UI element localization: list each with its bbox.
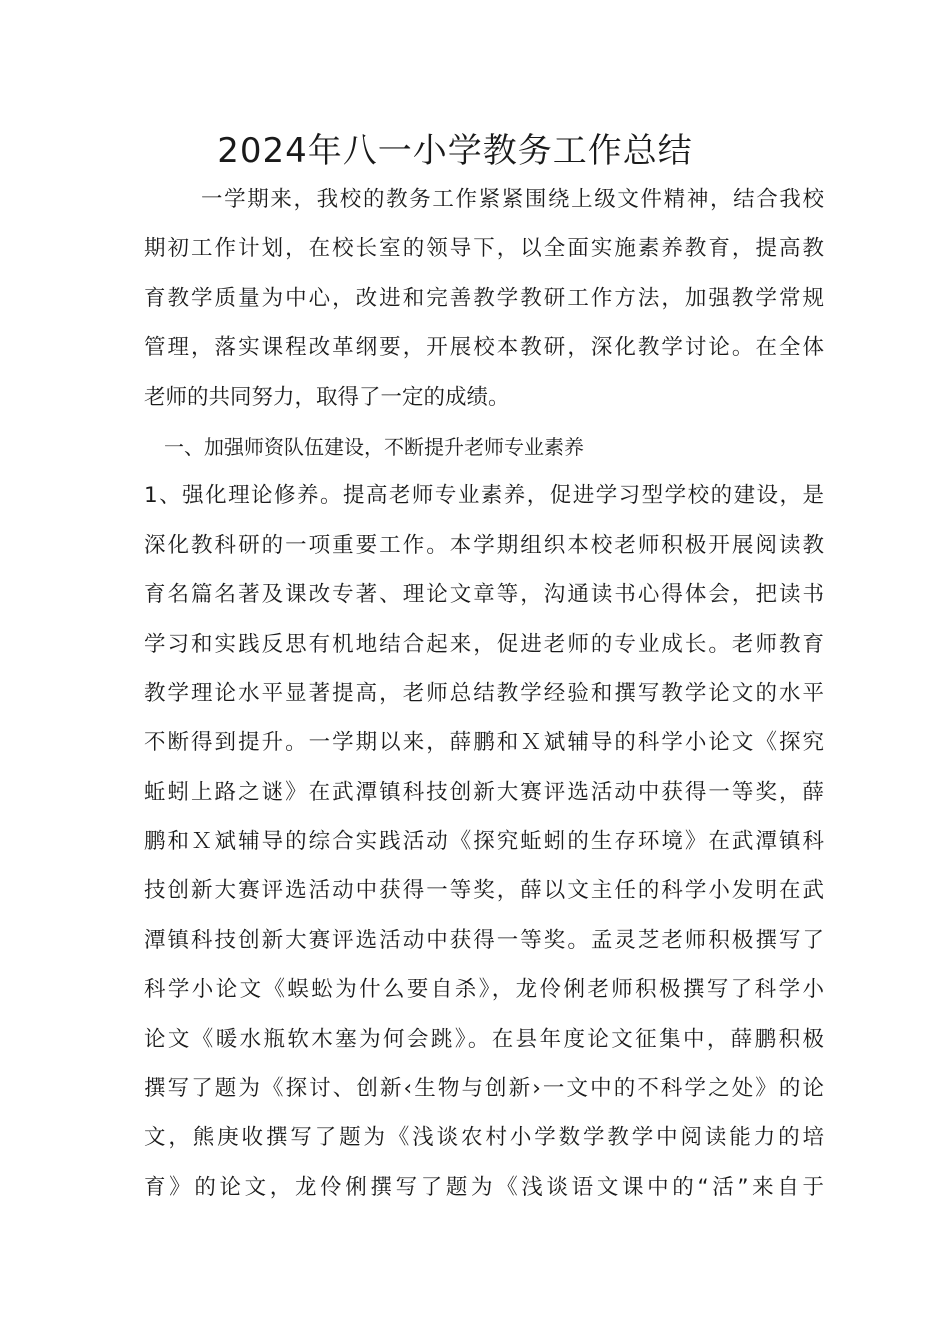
paragraph-line: 文，熊庚收撰写了题为《浅谈农村小学数学教学中阅读能力的培	[144, 1125, 824, 1151]
paragraph-line: 一学期来，我校的教务工作紧紧围绕上级文件精神，结合我校	[201, 187, 824, 212]
paragraph-line: 育名篇名著及课改专著、理论文章等，沟通读书心得体会，把读书	[144, 582, 824, 608]
paragraph-line: 鹏和Ｘ斌辅导的综合实践活动《探究蚯蚓的生存环境》在武潭镇科	[144, 829, 824, 855]
paragraph-line: 1、强化理论修养。提高老师专业素养，促进学习型学校的建设，是	[144, 483, 824, 509]
paragraph-line: 潭镇科技创新大赛评选活动中获得一等奖。孟灵芝老师积极撰写了	[144, 927, 824, 953]
paragraph-line: 育》的论文，龙伶俐撰写了题为《浅谈语文课中的“活”来自于	[144, 1174, 824, 1200]
paragraph-line: 科学小论文《蜈蚣为什么要自杀》，龙伶俐老师积极撰写了科学小	[144, 977, 824, 1003]
paragraph-line: 育教学质量为中心，改进和完善教学教研工作方法，加强教学常规	[144, 285, 824, 311]
paragraph-line: 不断得到提升。一学期以来，薛鹏和Ｘ斌辅导的科学小论文《探究	[144, 730, 824, 756]
paragraph-line: 学习和实践反思有机地结合起来，促进老师的专业成长。老师教育	[144, 631, 824, 657]
paragraph-line: 管理，落实课程改革纲要，开展校本教研，深化教学讨论。在全体	[144, 335, 824, 361]
section-heading: 一、加强师资队伍建设，不断提升老师专业素养	[164, 434, 584, 459]
paragraph-line: 老师的共同努力，取得了一定的成绩。	[144, 384, 510, 410]
document-body	[144, 183, 824, 1220]
paragraph-line: 蚯蚓上路之谜》在武潭镇科技创新大赛评选活动中获得一等奖，薛	[144, 779, 824, 805]
paragraph-line: 期初工作计划，在校长室的领导下，以全面实施素养教育，提高教	[144, 236, 824, 262]
paragraph-line: 撰写了题为《探讨、创新‹生物与创新›一文中的不科学之处》的论	[144, 1076, 824, 1102]
paragraph-line: 教学理论水平显著提高，老师总结教学经验和撰写教学论文的水平	[144, 680, 824, 706]
paragraph-line: 论文《暖水瓶软木塞为何会跳》。在县年度论文征集中，薛鹏积极	[144, 1026, 824, 1052]
paragraph-line: 技创新大赛评选活动中获得一等奖，薛以文主任的科学小发明在武	[144, 878, 824, 904]
paragraph-line: 深化教科研的一项重要工作。本学期组织本校老师积极开展阅读教	[144, 532, 824, 558]
document-title: 2024年八一小学教务工作总结	[217, 131, 693, 171]
